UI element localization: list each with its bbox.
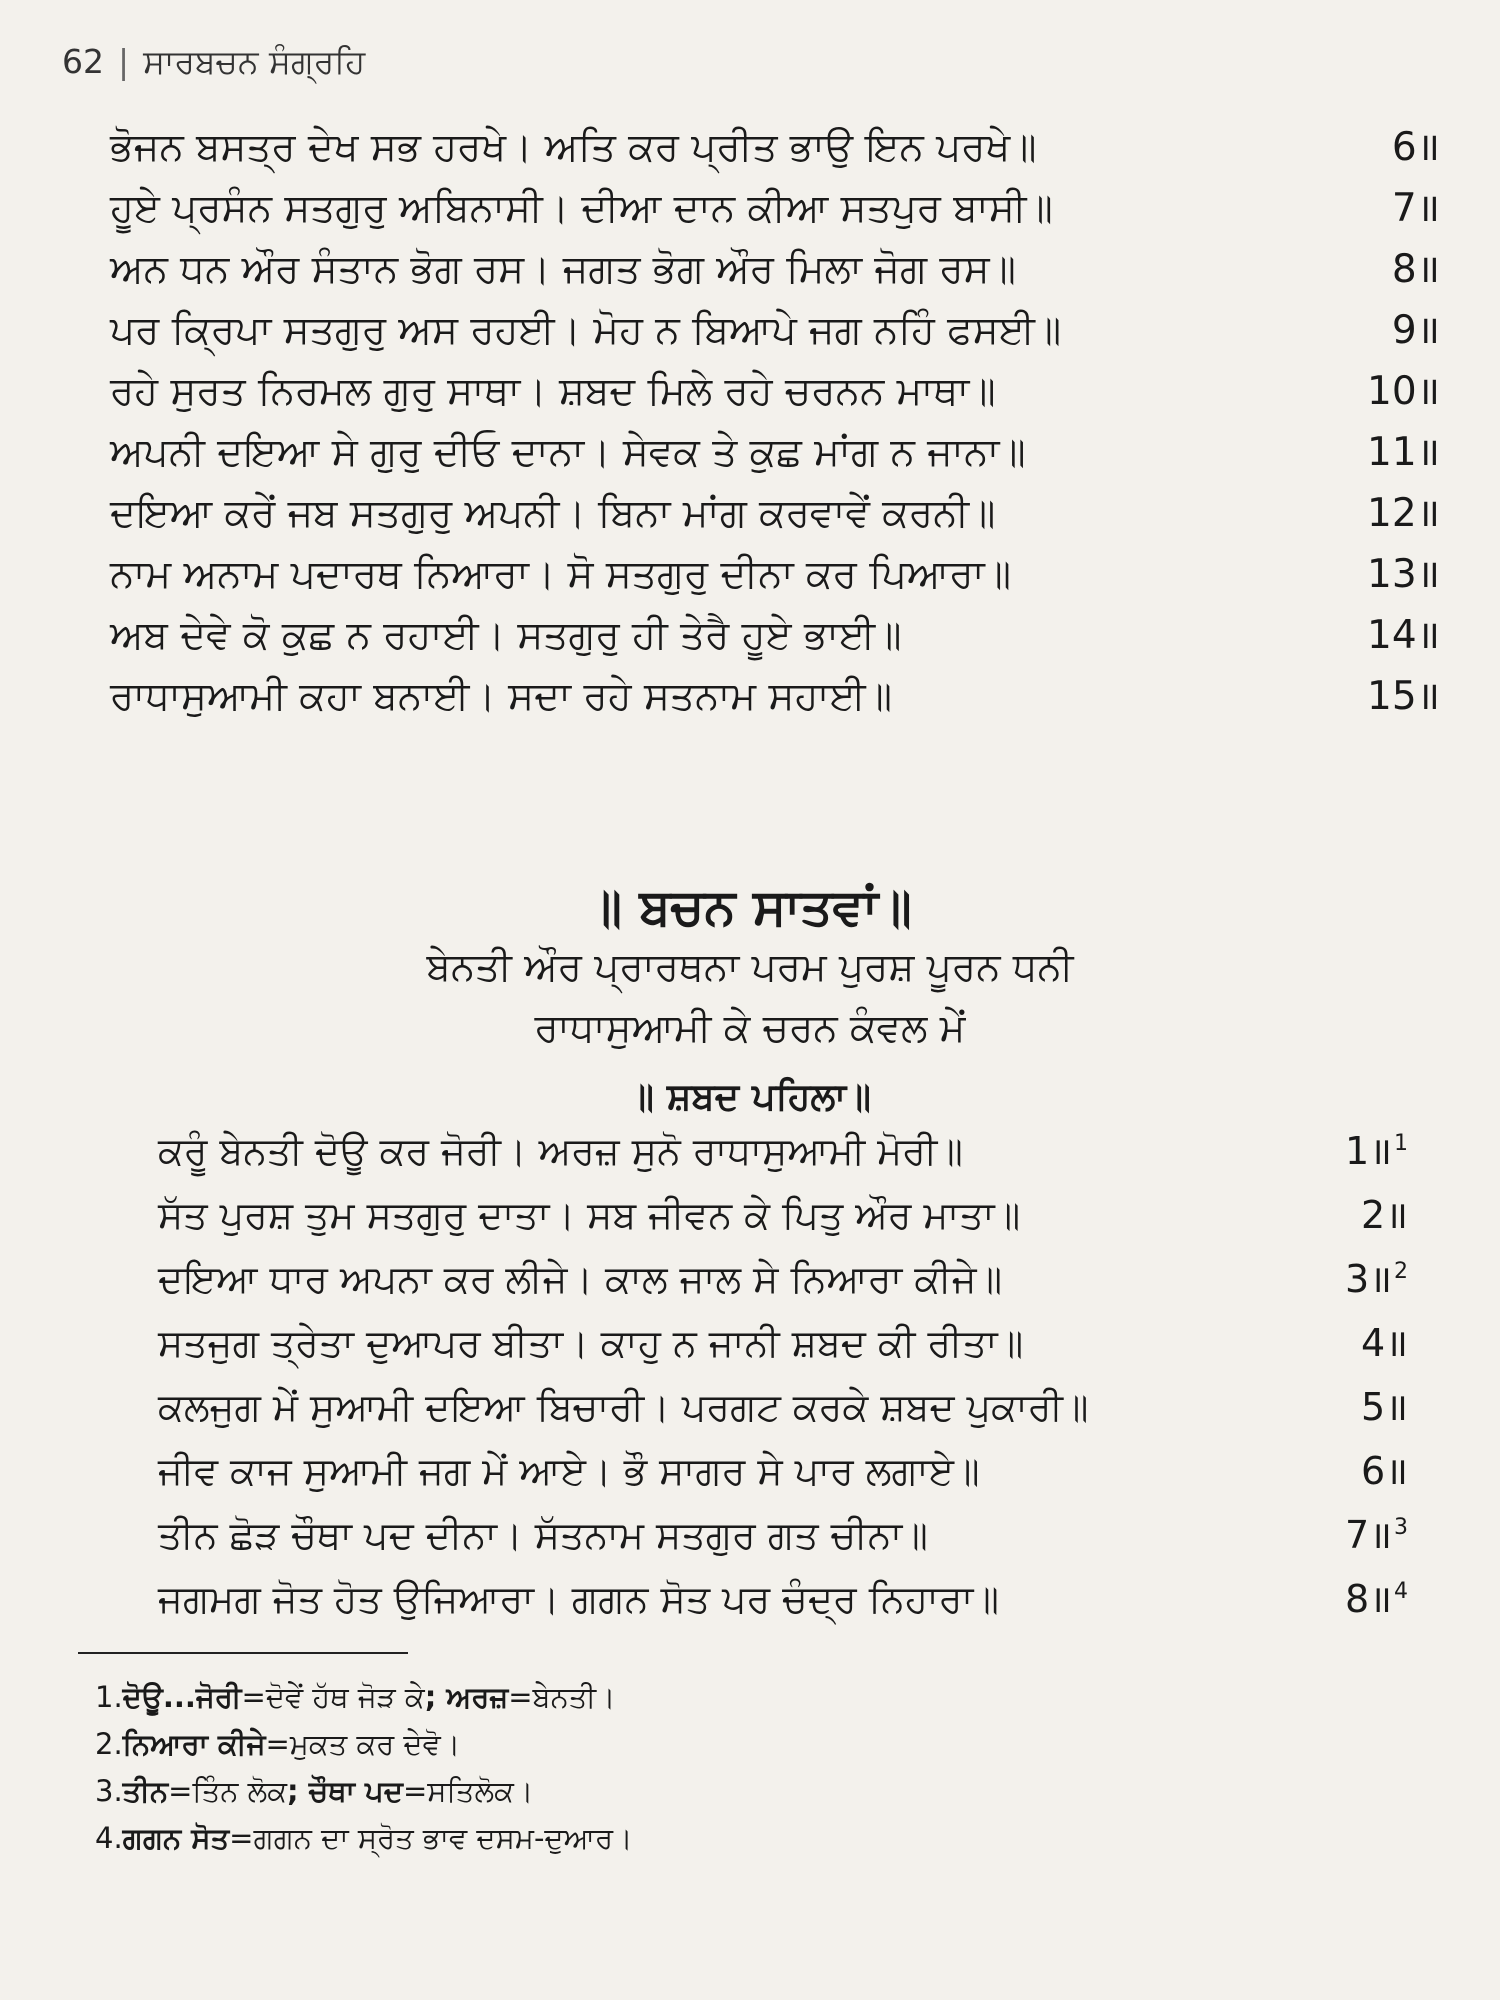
- verse-line: [110, 491, 1440, 536]
- verse-text: ਅਨ ਧਨ ਔਰ ਸੰਤਾਨ ਭੋਗ ਰਸ। ਜਗਤ ਭੋਗ ਔਰ ਮਿਲਾ ਜੋਗ ਰਸ॥: [110, 247, 1016, 292]
- verse-number: [1345, 1577, 1408, 1621]
- verse-number: 7॥: [1391, 186, 1440, 231]
- verse-text: ਜੀਵ ਕਾਜ ਸੁਆਮੀ ਜਗ ਮੇਂ ਆਏ। ਭੌ ਸਾਗਰ ਸੇ ਪਾਰ ਲਗਾਏ॥: [158, 1449, 980, 1493]
- verse-text: ਸੱਤ ਪੁਰਸ਼ ਤੁਮ ਸਤਗੁਰੁ ਦਾਤਾ। ਸਬ ਜੀਵਨ ਕੇ ਪਿਤੁ ਔਰ ਮਾਤਾ॥: [158, 1193, 1021, 1237]
- verse-line: [110, 247, 1440, 292]
- footnote-definition: =ਦੋਵੇਂ ਹੱਥ ਜੋੜ ਕੇ: [241, 1680, 425, 1714]
- verse-text: ਰਹੇ ਸੁਰਤ ਨਿਰਮਲ ਗੁਰੁ ਸਾਥਾ। ਸ਼ਬਦ ਮਿਲੇ ਰਹੇ ਚਰਨਨ ਮਾਥਾ॥: [110, 369, 996, 414]
- footnote-definition: =ਤਿੰਨ ਲੋਕ: [168, 1774, 288, 1808]
- footnote-number: 2.: [95, 1727, 123, 1761]
- verse-text: ਅਪਨੀ ਦਇਆ ਸੇ ਗੁਰੁ ਦੀਓ ਦਾਨਾ। ਸੇਵਕ ਤੇ ਕੁਛ ਮਾਂਗ ਨ ਜਾਨਾ॥: [110, 430, 1026, 475]
- verse-number: 12॥: [1367, 491, 1440, 536]
- verse-line: [158, 1577, 1408, 1621]
- verse-line: [158, 1385, 1408, 1429]
- verse-number: 11॥: [1367, 430, 1440, 475]
- verse-line: [158, 1129, 1408, 1173]
- verse-number: [1345, 1257, 1408, 1301]
- section-subtitle-line1: ਬੇਨਤੀ ਔਰ ਪ੍ਰਾਰਥਨਾ ਪਰਮ ਪੁਰਸ਼ ਪੂਰਨ ਧਨੀ: [426, 945, 1074, 990]
- verse-number: 10॥: [1367, 369, 1440, 414]
- footnote-term: ਚੌਥਾ ਪਦ: [298, 1774, 403, 1808]
- verse-number: 9॥: [1391, 308, 1440, 353]
- footnote-term: ਤੀਨ: [122, 1774, 169, 1808]
- footnote-ref: 1: [1394, 1131, 1408, 1157]
- running-header: [62, 42, 365, 82]
- verse-number-text: 1॥: [1345, 1129, 1392, 1173]
- verse-number: 5॥: [1361, 1385, 1408, 1429]
- verse-text: ਕਰੂੰ ਬੇਨਤੀ ਦੋਊ ਕਰ ਜੋਰੀ। ਅਰਜ਼ ਸੁਨੋ ਰਾਧਾਸੁਆਮੀ ਮੋਰੀ॥: [158, 1129, 963, 1173]
- footnote-number: 4.: [95, 1821, 123, 1855]
- verse-line: [158, 1257, 1408, 1301]
- footnote-separator: ;: [287, 1774, 299, 1808]
- footnote-definition: =ਮੁਕਤ ਕਰ ਦੇਵੋ।: [265, 1727, 461, 1761]
- footnote-term: ਗਗਨ ਸੋਤ: [122, 1821, 230, 1855]
- verse-line: [110, 125, 1440, 170]
- verse-line: [110, 369, 1440, 414]
- verse-number: 14॥: [1367, 613, 1440, 658]
- footnote-term: ਨਿਆਰਾ ਕੀਜੇ: [122, 1727, 266, 1761]
- verse-line: [110, 552, 1440, 597]
- verse-number: 2॥: [1361, 1193, 1408, 1237]
- verse-line: [158, 1193, 1408, 1237]
- verse-number-text: 7॥: [1345, 1513, 1392, 1557]
- footnote-term: ਦੋਊ...ਜੋਰੀ: [122, 1680, 242, 1714]
- verse-text: ਜਗਮਗ ਜੋਤ ਹੋਤ ਉਜਿਆਰਾ। ਗਗਨ ਸੋਤ ਪਰ ਚੰਦ੍ਰ ਨਿਹਾਰਾ॥: [158, 1577, 999, 1621]
- verse-number: 4॥: [1361, 1321, 1408, 1365]
- footnote-number: 1.: [95, 1680, 123, 1714]
- verse-line: [110, 430, 1440, 475]
- footnote: [95, 1821, 633, 1856]
- footnote-separator: ;: [424, 1680, 437, 1714]
- footnote-ref: 4: [1394, 1579, 1408, 1605]
- verse-text: ਹੂਏ ਪ੍ਰਸੰਨ ਸਤਗੁਰੁ ਅਬਿਨਾਸੀ। ਦੀਆ ਦਾਨ ਕੀਆ ਸਤਪੁਰ ਬਾਸੀ॥: [110, 186, 1053, 231]
- verse-text: ਨਾਮ ਅਨਾਮ ਪਦਾਰਥ ਨਿਆਰਾ। ਸੋ ਸਤਗੁਰੁ ਦੀਨਾ ਕਰ ਪਿਆਰਾ॥: [110, 552, 1011, 597]
- footnote-number: 3.: [95, 1774, 123, 1808]
- footnote-definition: =ਸਤਿਲੋਕ।: [402, 1774, 534, 1808]
- verse-number: [1345, 1129, 1408, 1173]
- shabad-title: ॥ ਸ਼ਬਦ ਪਹਿਲਾ॥: [629, 1075, 871, 1118]
- verse-number-text: 8॥: [1345, 1577, 1392, 1621]
- verse-number: 6॥: [1361, 1449, 1408, 1493]
- footnote-term: ਅਰਜ਼: [436, 1680, 509, 1714]
- verse-number: 15॥: [1367, 674, 1440, 719]
- verse-text: ਕਲਜੁਗ ਮੇਂ ਸੁਆਮੀ ਦਇਆ ਬਿਚਾਰੀ। ਪਰਗਟ ਕਰਕੇ ਸ਼ਬਦ ਪੁਕਾਰੀ॥: [158, 1385, 1089, 1429]
- verse-number: 13॥: [1367, 552, 1440, 597]
- page-number: 62: [62, 42, 104, 81]
- footnote-divider: [78, 1652, 408, 1654]
- verse-line: [158, 1321, 1408, 1365]
- verse-text: ਦਇਆ ਧਾਰ ਅਪਨਾ ਕਰ ਲੀਜੇ। ਕਾਲ ਜਾਲ ਸੇ ਨਿਆਰਾ ਕੀਜੇ॥: [158, 1257, 1003, 1301]
- footnote-ref: 3: [1394, 1515, 1408, 1541]
- verse-number: 6॥: [1391, 125, 1440, 170]
- footnote: [95, 1680, 616, 1715]
- footnote: [95, 1727, 460, 1762]
- verse-line: [158, 1449, 1408, 1493]
- verse-text: ਤੀਨ ਛੋੜ ਚੌਥਾ ਪਦ ਦੀਨਾ। ਸੱਤਨਾਮ ਸਤਗੁਰ ਗਤ ਚੀਨਾ॥: [158, 1513, 928, 1557]
- verse-text: ਪਰ ਕ੍ਰਿਪਾ ਸਤਗੁਰੁ ਅਸ ਰਹਈ। ਮੋਹ ਨ ਬਿਆਪੇ ਜਗ ਨਹਿੰ ਫਸਈ॥: [110, 308, 1062, 353]
- footnote: [95, 1774, 533, 1809]
- verse-line: [110, 613, 1440, 658]
- verse-number: [1345, 1513, 1408, 1557]
- verse-line: [110, 308, 1440, 353]
- book-title: ਸਾਰਬਚਨ ਸੰਗ੍ਰਹਿ: [143, 42, 366, 81]
- verse-line: [110, 186, 1440, 231]
- verse-number: 8॥: [1391, 247, 1440, 292]
- verse-line: [110, 674, 1440, 719]
- section-subtitle-line2: ਰਾਧਾਸੁਆਮੀ ਕੇ ਚਰਨ ਕੰਵਲ ਮੇਂ: [534, 1006, 966, 1051]
- verse-text: ਦਇਆ ਕਰੇਂ ਜਬ ਸਤਗੁਰੁ ਅਪਨੀ। ਬਿਨਾ ਮਾਂਗ ਕਰਵਾਵੇਂ ਕਰਨੀ॥: [110, 491, 996, 536]
- verse-number-text: 3॥: [1345, 1257, 1392, 1301]
- header-separator: |: [118, 42, 130, 81]
- verse-line: [158, 1513, 1408, 1557]
- footnote-definition: =ਬੇਨਤੀ।: [508, 1680, 616, 1714]
- verse-text: ਅਬ ਦੇਵੇ ਕੋ ਕੁਛ ਨ ਰਹਾਈ। ਸਤਗੁਰੁ ਹੀ ਤੇਰੈ ਹੂਏ ਭਾਈ॥: [110, 613, 902, 658]
- footnote-ref: 2: [1394, 1259, 1408, 1285]
- verse-text: ਰਾਧਾਸੁਆਮੀ ਕਹਾ ਬਨਾਈ। ਸਦਾ ਰਹੇ ਸਤਨਾਮ ਸਹਾਈ॥: [110, 674, 893, 719]
- verse-text: ਸਤਜੁਗ ਤ੍ਰੇਤਾ ਦੁਆਪਰ ਬੀਤਾ। ਕਾਹੁ ਨ ਜਾਨੀ ਸ਼ਬਦ ਕੀ ਰੀਤਾ॥: [158, 1321, 1024, 1365]
- section-heading: ॥ ਬਚਨ ਸਾਤਵਾਂ॥: [588, 878, 912, 936]
- verse-text: ਭੋਜਨ ਬਸਤ੍ਰ ਦੇਖ ਸਭ ਹਰਖੇ। ਅਤਿ ਕਰ ਪ੍ਰੀਤ ਭਾਉ ਇਨ ਪਰਖੇ॥: [110, 125, 1037, 170]
- footnote-definition: =ਗਗਨ ਦਾ ਸ੍ਰੋਤ ਭਾਵ ਦਸਮ-ਦੁਆਰ।: [229, 1821, 633, 1855]
